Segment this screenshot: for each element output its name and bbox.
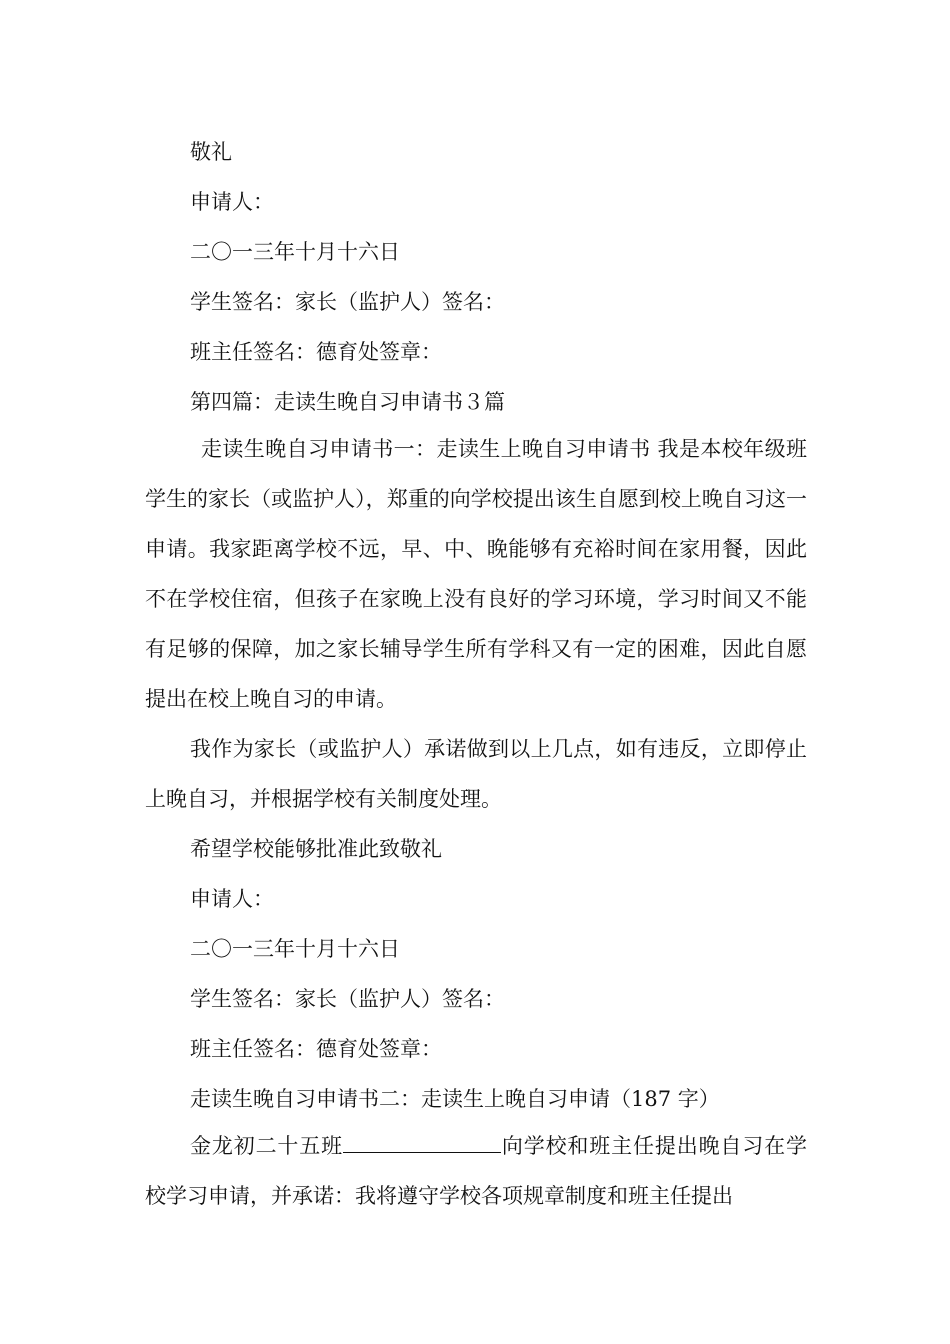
body-paragraph-3 — [145, 1121, 807, 1221]
signature-line-student-parent: 学生签名：家长（监护人）签名： — [190, 290, 505, 314]
closing-line: 敬礼 — [190, 140, 232, 164]
signature-line-teacher-office: 班主任签名：德育处签章： — [190, 1037, 442, 1061]
applicant-line: 申请人： — [190, 190, 274, 214]
body-paragraph-1: 走读生晚自习申请书一：走读生上晚自习申请书 我是本校年级班学生的家长（或监护人），郑重的向学校提出该生自愿到校上晚自习这一申请。我家距离学校不远，早、中、晚能够有充裕时间在家用餐，因此不在学校住宿，但孩子在家晚上没有良好的学习环境，学习时间又不能有足够的保障，加之家长辅导学生所有学科又有一定的困难，因此自愿提出在校上晚自习的申请。 — [145, 437, 807, 711]
signature-line-teacher-office: 班主任签名：德育处签章： — [190, 340, 442, 364]
name-blank-underline — [343, 1134, 501, 1153]
section-heading: 第四篇：走读生晚自习申请书３篇 — [190, 390, 505, 414]
date-line: 二〇一三年十月十六日 — [190, 240, 400, 264]
date-line: 二〇一三年十月十六日 — [190, 937, 400, 961]
body-paragraph-2: 我作为家长（或监护人）承诺做到以上几点，如有违反，立即停止上晚自习，并根据学校有关制度处理。 — [145, 737, 807, 811]
hope-line: 希望学校能够批准此致敬礼 — [190, 837, 442, 861]
signature-line-student-parent: 学生签名：家长（监护人）签名： — [190, 987, 505, 1011]
sub-heading: 走读生晚自习申请书二：走读生上晚自习申请（187 字） — [190, 1087, 720, 1111]
class-name-text: 金龙初二十五班 — [190, 1134, 343, 1158]
applicant-line: 申请人： — [190, 887, 274, 911]
paragraph-3-text: 向学校和班主任提出晚自习在学校学习申请，并承诺：我将遵守学校各项规章制度和班主任提出 — [145, 1134, 807, 1208]
